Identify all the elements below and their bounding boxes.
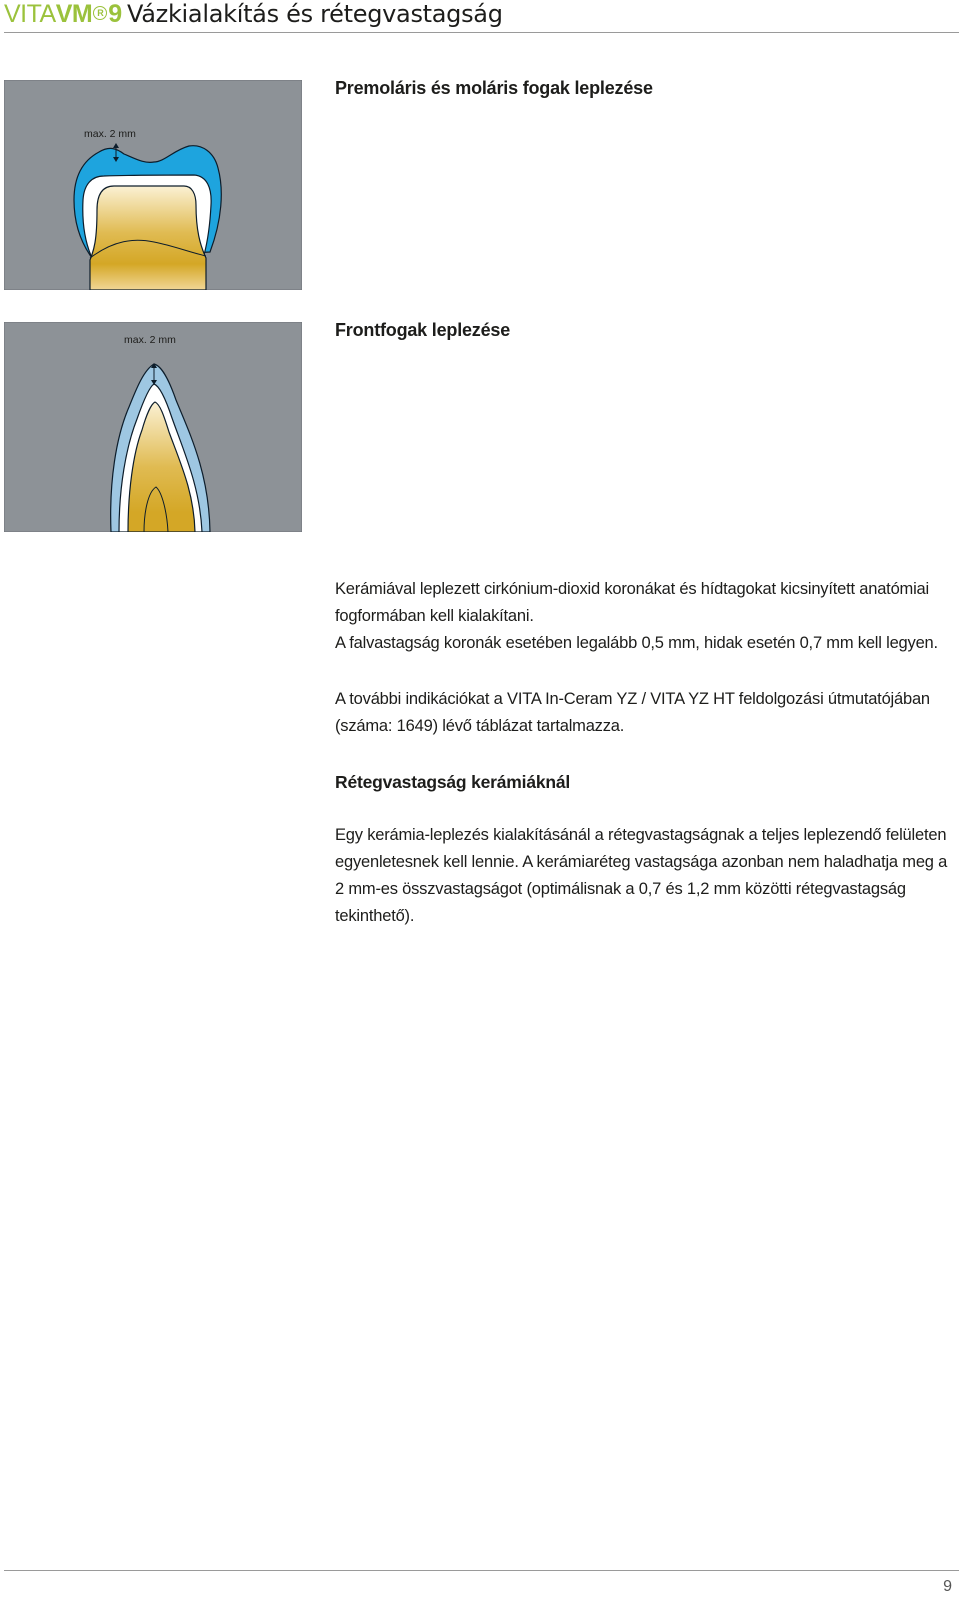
page-title: Vázkialakítás és rétegvastagság xyxy=(127,0,503,28)
indications-paragraph: A további indikációkat a VITA In-Ceram YZ / VITA YZ HT feldolgozási útmutatójában (száma: 1649) lévő táblázat tartalmazza. xyxy=(335,690,930,735)
layer-thickness-paragraph: Egy kerámia-leplezés kialakításánál a rétegvastagságnak a teljes leplezendő felületen egyenletesnek kell lennie. A kerámiaréteg vastagsága azonban nem haladhatja meg a 2 mm-es összvastagságot (optimálisnak a 0,7 és 1,2 mm közötti rétegvastagság tekinthető). xyxy=(335,826,948,925)
anterior-tooth-crown-illustration xyxy=(4,322,302,532)
page-number: 9 xyxy=(943,1578,952,1595)
anatomical-form-text: Kerámiával leplezett cirkónium-dioxid koronákat és hídtagokat kicsinyített anatómiai fogformában kell kialakítani. xyxy=(335,580,929,625)
premolar-molar-heading: Premoláris és moláris fogak leplezése xyxy=(335,78,653,98)
anterior-teeth-heading: Frontfogak leplezése xyxy=(335,320,511,340)
premolar-crown-figure xyxy=(4,80,302,290)
framework-shape-paragraph xyxy=(335,576,955,657)
layer-thickness-heading: Rétegvastagság kerámiáknál xyxy=(335,772,571,792)
premolar-molar-crown-illustration xyxy=(4,80,302,290)
max-thickness-label: max. 2 mm xyxy=(124,334,176,346)
header-divider xyxy=(4,32,959,33)
registered-mark-icon: R xyxy=(93,6,107,20)
wall-thickness-text: A falvastagság koronák esetében legalább 0,5 mm, hidak esetén 0,7 mm kell legyen. xyxy=(335,634,938,652)
footer-divider xyxy=(4,1570,959,1571)
vitavm9-logo: VITAVM R 9 xyxy=(4,0,122,28)
max-thickness-label: max. 2 mm xyxy=(84,128,136,140)
anterior-crown-figure xyxy=(4,322,302,532)
page-header xyxy=(0,0,960,34)
